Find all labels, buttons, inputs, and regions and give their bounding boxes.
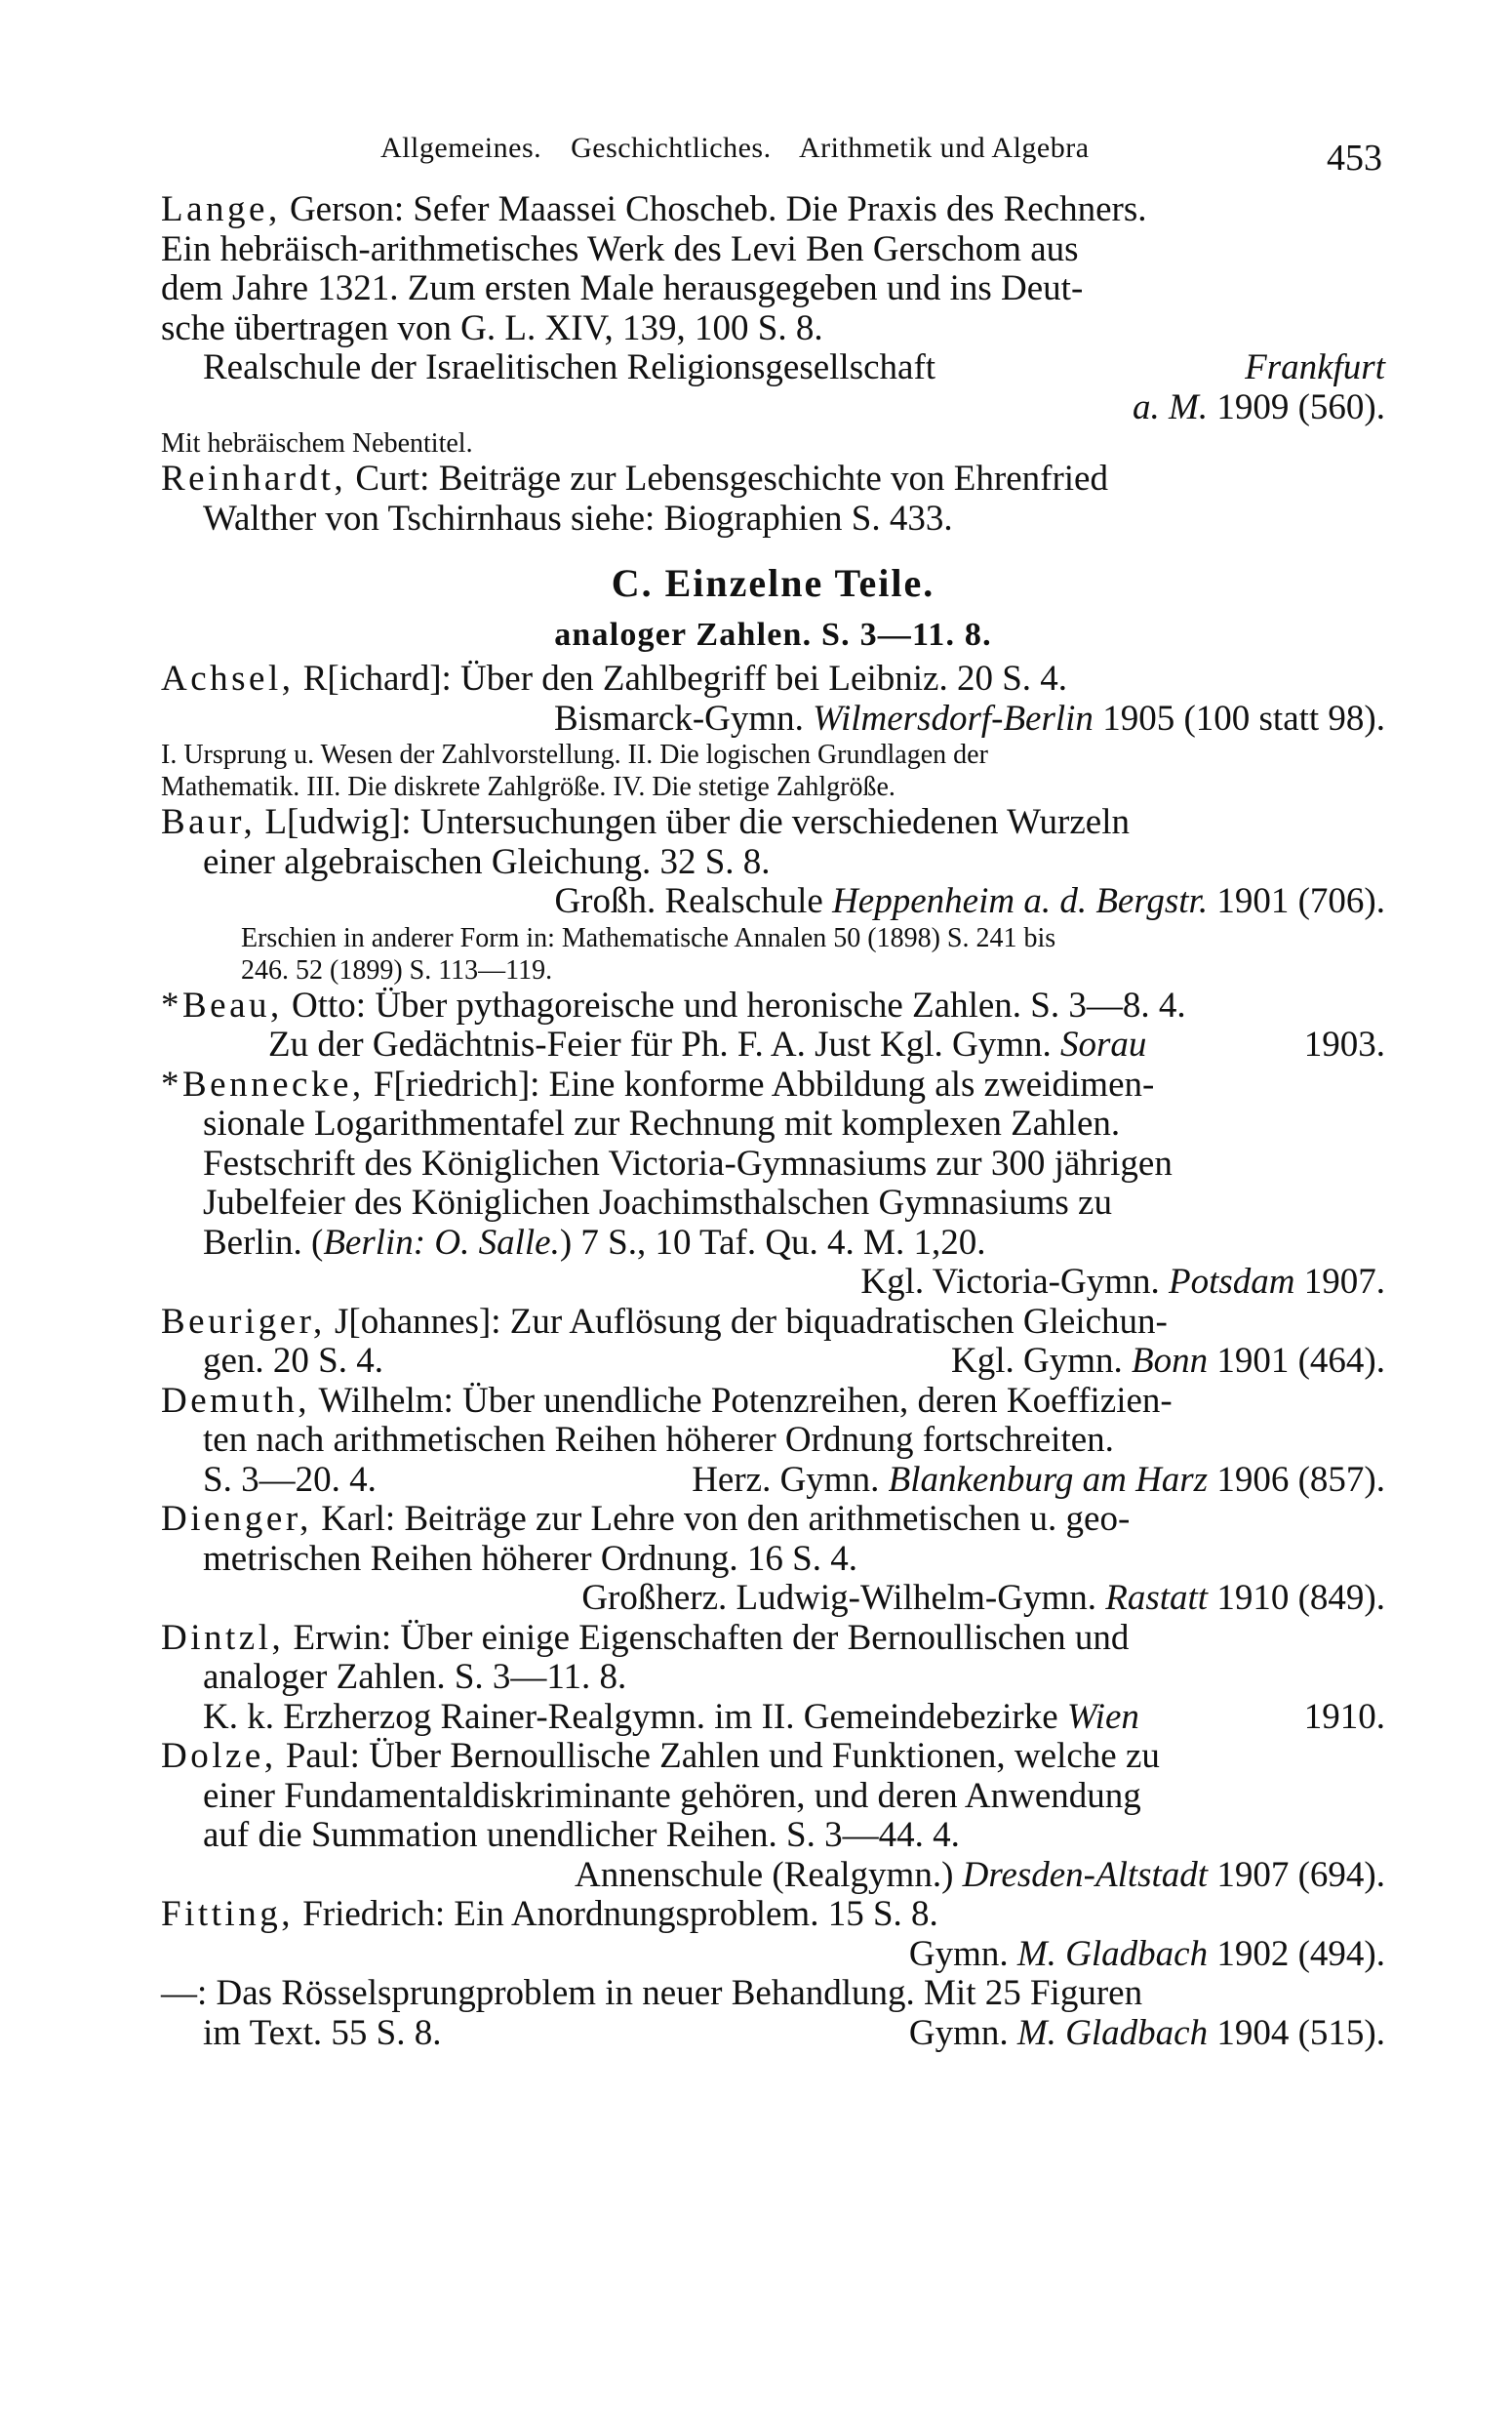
entry-baur-line-3 [161,882,1385,922]
entry-bennecke-line-1 [161,1066,1385,1106]
place: Wilmersdorf-Berlin [813,698,1094,739]
header-allgemeines: Allgemeines. [380,132,542,164]
entry-beau-line-2 [161,1026,1385,1066]
entry-lange-line-1 [161,190,1385,230]
text: S. 3—20. 4. [203,1459,377,1500]
text: Großh. Realschule [554,881,823,921]
entry-reinhardt-line-2: Walther von Tschirnhaus siehe: Biographien S. 433. [203,498,953,539]
place: Frankfurt [1245,347,1385,387]
text: Paul: Über Bernoullische Zahlen und Funktionen, welche zu [285,1736,1160,1776]
entry-fitting-line-2 [161,1935,1385,1975]
entry-dienger-line-3 [161,1579,1385,1619]
place: Blankenburg am Harz [888,1459,1209,1500]
text: 1903. [1303,1025,1385,1065]
text: 1901 (706). [1216,881,1385,921]
entry-achsel-note-1: I. Ursprung u. Wesen der Zahlvorstellung. II. Die logischen Grundlagen der [161,740,988,770]
text: 1907. [1303,1262,1385,1302]
author-demuth: Demuth, [161,1380,310,1421]
text: 1901 (464). [1216,1341,1385,1381]
text: Realschule der Israelitischen Religionsgesellschaft [203,347,936,387]
entry-baur-line-2: einer algebraischen Gleichung. 32 S. 8. [203,841,771,882]
author-bennecke: *Bennecke, [161,1064,365,1105]
text: 1906 (857). [1216,1459,1385,1500]
place: Rastatt [1105,1578,1209,1618]
text: Wilhelm: Über unendliche Potenzreihen, deren Koeffizien- [318,1380,1173,1421]
entry-lange-line-4: sche übertragen von G. L. XIV, 139, 100 S. 8. [161,307,823,348]
author-beau: *Beau, [161,985,283,1026]
text: F[riedrich]: Eine konforme Abbildung als zweidimen- [373,1064,1155,1105]
entry-dienger-line-2: metrischen Reihen höherer Ordnung. 16 S. 4. [203,1538,857,1579]
entry-dolze-line-2: einer Fundamentaldiskriminante gehören, und deren Anwendung [203,1775,1141,1816]
place: Bonn [1131,1341,1209,1381]
text: 1904 (515). [1216,2012,1385,2053]
text: Großherz. Ludwig-Wilhelm-Gymn. [581,1578,1096,1618]
author-fitting: Fitting, [161,1894,294,1934]
section-heading: C. Einzelne Teile. [611,561,935,605]
place: Wien [1066,1696,1139,1737]
entry-lange-note: Mit hebräischem Nebentitel. [161,428,473,459]
text: Curt: Beiträge zur Lebensgeschichte von Ehrenfried [355,459,1108,499]
text: J[ohannes]: Zur Auflösung der biquadratischen Gleichun- [334,1301,1168,1342]
entry-achsel-line-1 [161,660,1385,700]
text: Gymn. [908,1933,1009,1974]
entry-reinhardt-line-1 [161,460,1385,500]
text: 1907 (694). [1216,1854,1385,1895]
author-beuriger: Beuriger, [161,1301,326,1342]
entry-demuth-line-3 [161,1461,1385,1501]
text: Kgl. Victoria-Gymn. [860,1262,1160,1302]
author-lange: Lange, [161,189,281,229]
entry-lange-line-3: dem Jahre 1321. Zum ersten Male herausgegeben und ins Deut- [161,268,1084,308]
entry-achsel-line-2 [161,700,1385,740]
entry-demuth-line-2: ten nach arithmetischen Reihen höherer Ordnung fortschreiten. [203,1420,1114,1460]
entry-lange-line-2: Ein hebräisch-arithmetisches Werk des Levi Ben Gerschom aus [161,228,1079,269]
place: a. M. [1133,386,1209,427]
text: 1902 (494). [1216,1933,1385,1974]
text: 1910 (849). [1216,1578,1385,1618]
bibliography-text [161,190,1385,2053]
entry-fitting2-line-1: —: Das Rösselsprungproblem in neuer Behandlung. Mit 25 Figuren [161,1973,1143,2013]
entry-achsel-note-2: Mathematik. III. Die diskrete Zahlgröße. IV. Die stetige Zahlgröße. [161,772,895,802]
entry-baur-note-2: 246. 52 (1899) S. 113—119. [241,954,553,986]
entry-fitting2-line-2 [161,2014,1385,2054]
text: Otto: Über pythagoreische und heronische Zahlen. S. 3—8. 4. [292,985,1186,1026]
entry-dintzl-line-3 [161,1698,1385,1738]
entry-bennecke-line-4: Jubelfeier des Königlichen Joachimsthalschen Gymnasiums zu [203,1183,1112,1223]
entry-dienger-line-1 [161,1500,1385,1540]
text: Friedrich: Ein Anordnungsproblem. 15 S. 8. [302,1894,938,1934]
entry-baur-note-1: Erschien in anderer Form in: Mathematische Annalen 50 (1898) S. 241 bis [241,922,1056,953]
text: Karl: Beiträge zur Lehre von den arithmetischen u. geo- [321,1499,1131,1539]
entry-baur-line-1 [161,803,1385,843]
entry-demuth-line-1 [161,1382,1385,1422]
author-reinhardt: Reinhardt, [161,459,347,499]
text: Bismarck-Gymn. [554,698,804,739]
entry-lange-line-6 [161,388,1385,428]
author-achsel: Achsel, [161,659,295,699]
entry-lange-line-5 [161,348,1385,388]
entry-fitting-line-1 [161,1895,1385,1935]
text: gen. 20 S. 4. [203,1341,383,1381]
text: Erwin: Über einige Eigenschaften der Bernoullischen und [293,1617,1130,1658]
place: Dresden-Altstadt [962,1854,1209,1895]
author-dolze: Dolze, [161,1736,277,1776]
text: im Text. 55 S. 8. [203,2012,442,2053]
text: Gerson: Sefer Maassei Choscheb. Die Praxis des Rechners. [289,189,1147,229]
place: Sorau [1059,1025,1147,1065]
author-dintzl: Dintzl, [161,1617,285,1658]
text: Herz. Gymn. [692,1459,880,1500]
entry-dintzl-line-1 [161,1619,1385,1659]
text: 1909 (560). [1216,386,1385,427]
header-geschichtliches: Geschichtliches. [571,132,772,164]
entry-dolze-line-1 [161,1737,1385,1777]
entry-beau-line-1 [161,987,1385,1027]
place: Potsdam [1169,1262,1295,1302]
running-header [380,132,1111,165]
text: K. k. Erzherzog Rainer-Realgymn. im II. Gemeindebezirke [203,1696,1058,1737]
entry-dolze-line-4 [161,1856,1385,1896]
author-dienger: Dienger, [161,1499,312,1539]
place: Heppenheim a. d. Bergstr. [832,881,1209,921]
page-number: 453 [1327,138,1382,179]
text: Kgl. Gymn. [950,1341,1123,1381]
text: Gymn. [908,2012,1009,2053]
entry-bennecke-line-3: Festschrift des Königlichen Victoria-Gymnasiums zur 300 jährigen [203,1143,1173,1184]
entry-dolze-line-3: auf die Summation unendlicher Reihen. S. 3—44. 4. [203,1815,960,1855]
entry-bennecke-line-2: sionale Logarithmentafel zur Rechnung mit komplexen Zahlen. [203,1104,1121,1144]
entry-bennecke-line-5 [161,1224,1385,1264]
publisher: Berlin: O. Salle. [323,1222,560,1263]
text: 1910. [1303,1696,1385,1737]
author-baur: Baur, [161,802,257,842]
text: L[udwig]: Untersuchungen über die verschiedenen Wurzeln [264,802,1130,842]
subsection-heading: analoger Zahlen. S. 3—11. 8. [554,617,992,653]
entry-bennecke-line-6 [161,1263,1385,1303]
text: Zu der Gedächtnis-Feier für Ph. F. A. Just Kgl. Gymn. [268,1025,1052,1065]
entry-dintzl-line-2: analoger Zahlen. S. 3—11. 8. [203,1657,627,1697]
place: M. Gladbach [1016,2012,1209,2053]
header-arithmetik: Arithmetik und Algebra [798,132,1090,164]
text: ) 7 S., 10 Taf. Qu. 4. M. 1,20. [559,1222,986,1263]
text: 1905 (100 statt 98). [1102,698,1385,739]
text: R[ichard]: Über den Zahlbegriff bei Leibniz. 20 S. 4. [302,659,1068,699]
entry-beuriger-line-1 [161,1303,1385,1343]
entry-beuriger-line-2 [161,1342,1385,1382]
place: M. Gladbach [1016,1933,1209,1974]
text: Berlin. ( [203,1222,324,1263]
text: Annenschule (Realgymn.) [575,1854,954,1895]
